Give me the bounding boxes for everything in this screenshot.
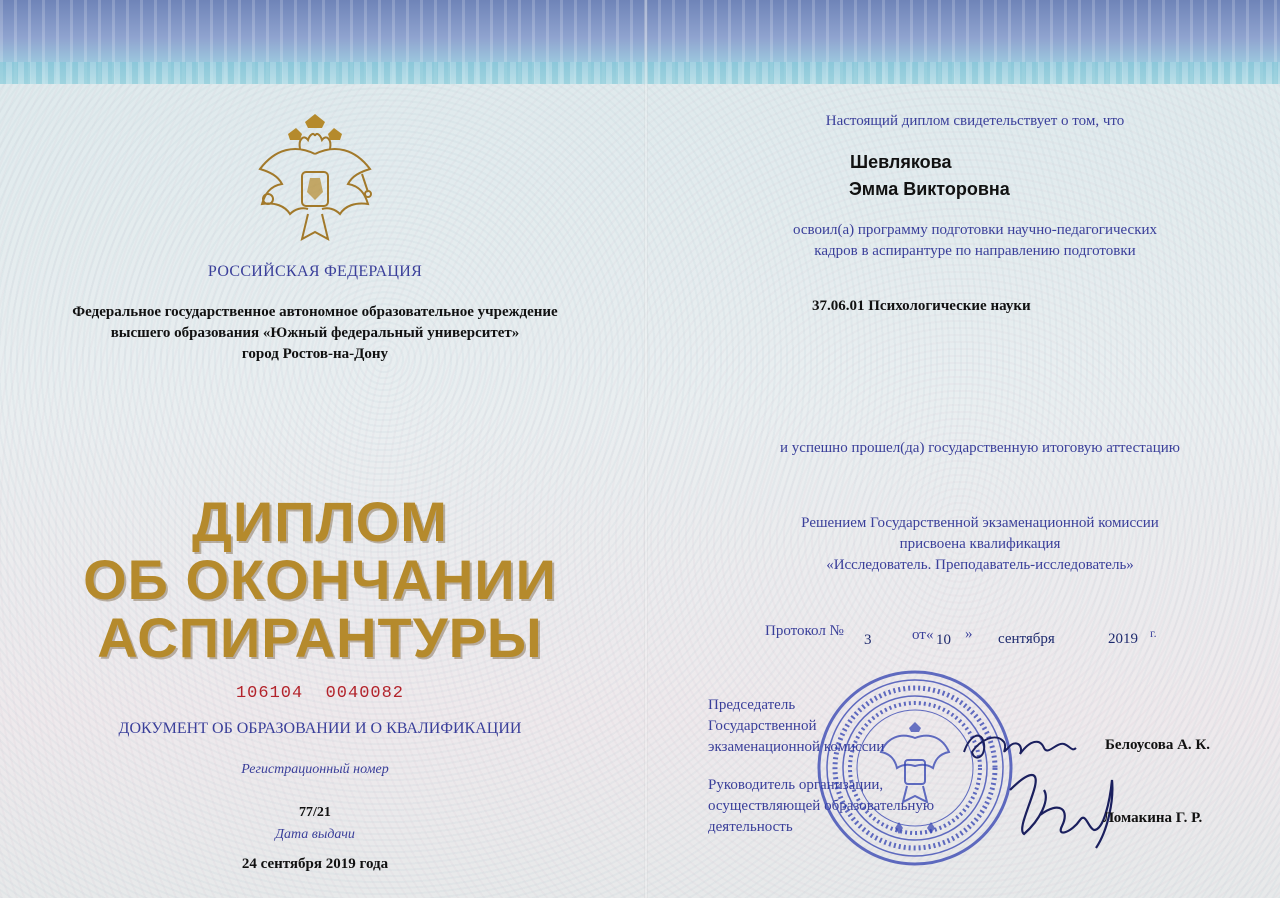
head-title-line: Руководитель организации, [708, 777, 884, 793]
issue-date: 24 сентября 2019 года [241, 856, 389, 872]
program-line: кадров в аспирантуре по направлению подготовки [814, 243, 1136, 259]
institution-city: город Ростов-на-Дону [241, 346, 389, 362]
protocol-year: 2019 [1108, 631, 1138, 647]
qualification: «Исследователь. Преподаватель-исследователь» [826, 557, 1134, 573]
chair-title-line: Председатель [708, 697, 796, 713]
commission-text [740, 513, 1220, 576]
chair-name: Белоусова А. К. [1105, 737, 1211, 753]
coat-of-arms-emblem-icon [240, 114, 390, 264]
protocol-number: 3 [864, 632, 872, 648]
specialty: 37.06.01 Психологические науки [812, 298, 1031, 314]
issue-date-label: Дата выдачи [275, 827, 355, 842]
institution-line: высшего образования «Южный федеральный университет» [110, 325, 520, 341]
registration-label: Регистрационный номер [241, 762, 389, 777]
quote-open: « [926, 627, 934, 643]
graduate-surname: Шевлякова [850, 152, 952, 172]
attestation-text: и успешно прошел(да) государственную итоговую аттестацию [780, 440, 1180, 456]
program-text [740, 220, 1210, 262]
country-name: РОССИЙСКАЯ ФЕДЕРАЦИЯ [207, 263, 423, 280]
protocol-day: 10 [936, 632, 951, 648]
commission-line: присвоена квалификация [899, 536, 1061, 552]
head-name: Ломакина Г. Р. [1103, 810, 1203, 826]
quote-close: » [965, 626, 973, 642]
institution-line: Федеральное государственное автономное образовательное учреждение [72, 304, 558, 320]
institution-name [20, 302, 610, 365]
protocol-from-label: от [912, 627, 926, 643]
head-title-line: осуществляющей образовательную [708, 798, 935, 814]
commission-line: Решением Государственной экзаменационной комиссии [801, 515, 1159, 531]
year-suffix: г. [1150, 626, 1157, 640]
graduate-given-names: Эмма Викторовна [849, 179, 1010, 199]
title-line: ОБ ОКОНЧАНИИ [83, 548, 557, 611]
title-line: АСПИРАНТУРЫ [97, 606, 543, 669]
protocol-month: сентября [998, 631, 1055, 647]
page-fold [644, 0, 648, 898]
registration-number: 77/21 [299, 805, 331, 820]
serial-number: 106104 0040082 [235, 684, 405, 703]
head-title-line: деятельность [708, 819, 793, 835]
title-line: ДИПЛОМ [192, 490, 448, 553]
certifies-text: Настоящий диплом свидетельствует о том, что [825, 113, 1125, 129]
diploma-title [40, 490, 600, 669]
protocol-label: Протокол № [765, 623, 844, 639]
document-type: ДОКУМЕНТ ОБ ОБРАЗОВАНИИ И О КВАЛИФИКАЦИИ [118, 720, 522, 737]
chair-title-line: Государственной [708, 718, 817, 734]
decorative-top-band [0, 0, 1280, 84]
program-line: освоил(а) программу подготовки научно-педагогических [792, 222, 1158, 238]
head-signature [1000, 760, 1125, 855]
chair-title-line: экзаменационной комиссии [708, 739, 885, 755]
